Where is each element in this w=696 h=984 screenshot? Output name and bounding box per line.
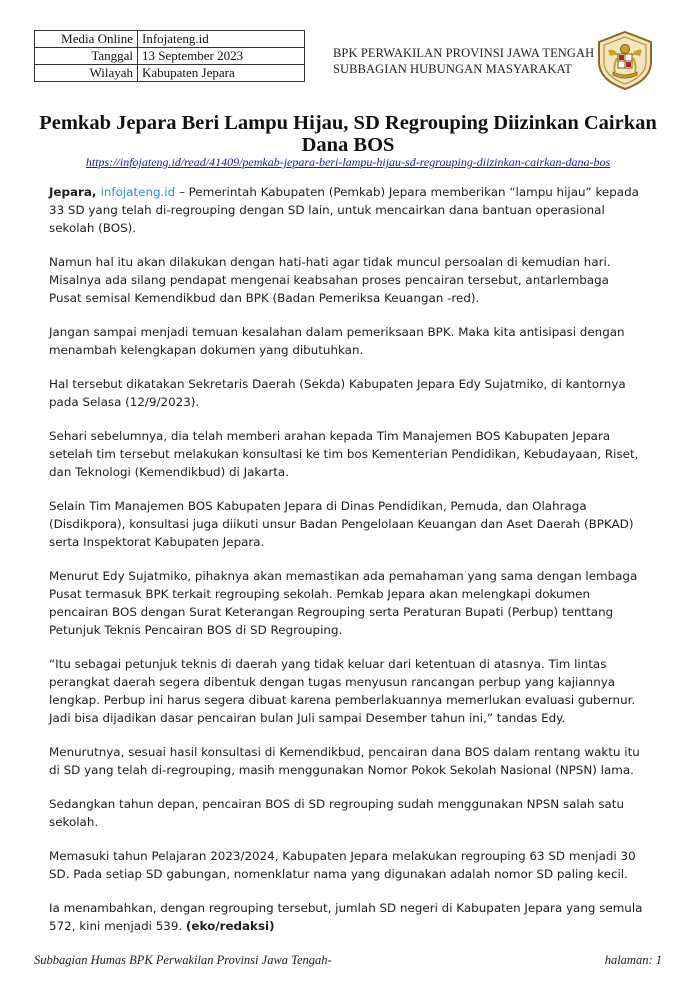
article-paragraph: Menurutnya, sesuai hasil konsultasi di Kemendikbud, pencairan dana BOS dalam rentang waktu itu di SD yang telah di-regrouping, masih menggunakan Nomor Pokok Sekolah Nasional (NPSN) lama. (49, 745, 640, 777)
article-paragraph: Selain Tim Manajemen BOS Kabupaten Jepara di Dinas Pendidikan, Pemuda, dan Olahraga (Disdikpora), konsultasi juga diikuti unsur Badan Pengelolaan Keuangan dan Aset Daerah (BPKAD) serta Inspektorat Kabupaten Jepara. (49, 499, 634, 549)
article-title: Pemkab Jepara Beri Lampu Hijau, SD Regrouping Diizinkan Cairkan Dana BOS (39, 112, 657, 156)
media-value: Infojateng.id (138, 31, 305, 48)
article-paragraph-lead (49, 183, 645, 237)
region-value: Kabupaten Jepara (138, 65, 305, 82)
org-division: SUBBAGIAN HUBUNGAN MASYARAKAT (333, 62, 573, 76)
media-info-row (35, 31, 305, 48)
article-paragraph: Sedangkan tahun depan, pencairan BOS di SD regrouping sudah menggunakan NPSN salah satu sekolah. (49, 797, 625, 829)
org-name: BPK PERWAKILAN PROVINSI JAWA TENGAH (333, 46, 595, 60)
signoff: (eko/redaksi) (185, 919, 275, 933)
footer-org: Subbagian Humas BPK Perwakilan Provinsi Jawa Tengah- (34, 953, 332, 967)
region-label: Wilayah (35, 65, 138, 82)
media-label: Media Online (35, 31, 138, 48)
region-info-row (35, 65, 305, 82)
date-label: Tanggal (35, 48, 138, 65)
article-paragraph: Hal tersebut dikatakan Sekretaris Daerah (Sekda) Kabupaten Jepara Edy Sujatmiko, di kantornya pada Selasa (12/9/2023). (49, 377, 626, 409)
date-info-row (35, 48, 305, 65)
org-header (333, 45, 594, 77)
dateline-source: infojateng.id (100, 185, 176, 199)
date-value: 13 September 2023 (138, 48, 305, 65)
lead-text: – Pemerintah Kabupaten (Pemkab) Jepara memberikan “lampu hijau” kepada 33 SD yang telah di-regrouping dengan SD lain, untuk mencairkan dana bantuan operasional sekolah (BOS). (49, 185, 639, 235)
article-paragraph: Namun hal itu akan dilakukan dengan hati-hati agar tidak muncul persoalan di kemudian hari. Misalnya ada silang pendapat mengenai keabsahan proses pencairan tersebut, antarlembaga Pusat semisal Kemendikbud dan BPK (Badan Pemeriksa Keuangan -red). (49, 255, 611, 305)
article-url-link[interactable]: https://infojateng.id/read/41409/pemkab-jepara-beri-lampu-hijau-sd-regrouping-diizinkan-cairkan-dana-bos (85, 155, 611, 169)
article-paragraph: Menurut Edy Sujatmiko, pihaknya akan memastikan ada pemahaman yang sama dengan lembaga Pusat termasuk BPK terkait regrouping sekolah. Pemkab Jepara akan melengkapi dokumen pencairan BOS dengan Surat Keterangan Regrouping serta Peraturan Bupati (Perbup) tenttang Petunjuk Teknis Pencairan BOS di SD Regrouping. (49, 569, 638, 637)
article-paragraph: Jangan sampai menjadi temuan kesalahan dalam pemeriksaan BPK. Maka kita antisipasi dengan menambah kelengkapan dokumen yang dibutuhkan. (49, 325, 625, 357)
article-paragraph: Memasuki tahun Pelajaran 2023/2024, Kabupaten Jepara melakukan regrouping 63 SD menjadi 30 SD. Pada setiap SD gabungan, nomenklatur nama yang digunakan adalah nomor SD paling kecil. (49, 849, 636, 881)
garuda-emblem-icon (593, 28, 657, 92)
media-info-table (34, 30, 305, 82)
article-paragraph-closing (49, 899, 645, 935)
dateline-place: Jepara, (49, 185, 101, 199)
page-footer (34, 953, 662, 968)
article-paragraph: Sehari sebelumnya, dia telah memberi arahan kepada Tim Manajemen BOS Kabupaten Jepara setelah tim tersebut melakukan konsultasi ke tim bos Kementerian Pendidikan, Kebudayaan, Riset, dan Teknologi (Kemendikbud) di Jakarta. (49, 429, 639, 479)
closing-text: Ia menambahkan, dengan regrouping tersebut, jumlah SD negeri di Kabupaten Jepara yang semula 572, kini menjadi 539. (49, 901, 643, 933)
article-body (49, 183, 645, 951)
page-number: halaman: 1 (604, 953, 662, 967)
article-paragraph: “Itu sebagai petunjuk teknis di daerah yang tidak keluar dari ketentuan di atasnya. Tim lintas perangkat daerah segera dibentuk dengan tugas menyusun rancangan perbup yang kajiannya lengkap. Perbup ini harus segera dibuat karena pemberlakuannya memerlukan evaluasi gubernur. Jadi bisa dijadikan dasar pencairan bulan Juli sampai Desember tahun ini,” tandas Edy. (49, 657, 636, 725)
